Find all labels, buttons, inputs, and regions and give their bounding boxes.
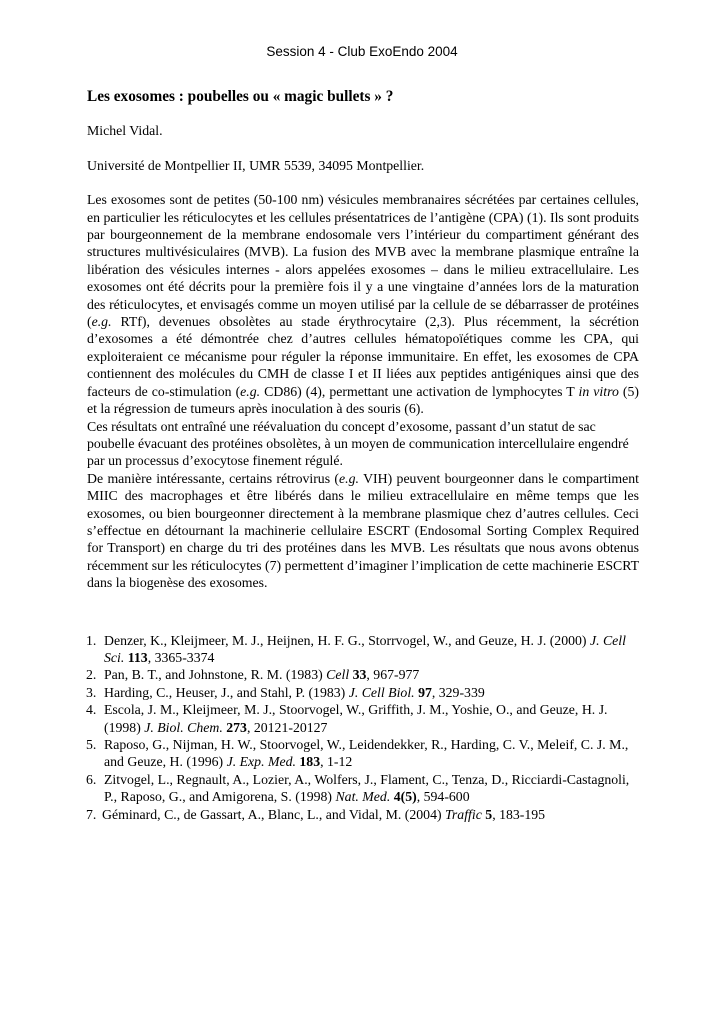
reference-item [87,701,639,736]
p1-in-vitro: in vitro [578,383,619,399]
reference-journal: Nat. Med. [335,789,391,805]
reference-pages: , 594-600 [416,789,470,805]
abstract-paragraph-2: Ces résultats ont entraîné une réévaluation du concept d’exosome, passant d’un statut de sac poubelle évacuant des protéines obsolètes, à un moyen de communication intercellulaire engendré par un processus d’exocytose finement régulé. [87,418,629,469]
reference-pages: , 967-977 [366,667,420,683]
reference-number: 7. [86,806,97,822]
reference-authors: Escola, J. M., Kleijmeer, M. J., Stoorvogel, W., Griffith, J. M., Yoshie, O., and Geuze, H. J. (1998) [104,702,608,735]
reference-item [87,736,639,771]
document-body [87,88,639,823]
reference-item [87,666,639,683]
reference-journal: Cell [326,667,350,683]
reference-number: 4. [86,702,97,718]
reference-volume: 113 [127,649,148,665]
reference-volume: 4(5) [393,789,417,805]
p1-text-2: RTf), devenues obsolètes au stade érythrocytaire (2,3). Plus récemment, la sécrétion d’exosomes a été démontrée chez d’autres cellules hématopoïétiques comme les CPA, qui exploiteraient ce mécanisme pour réguler la réponse immunitaire. En effet, les exosomes de CPA contiennent des molécules du CMH de classe I et II liées aux peptides antigéniques ainsi que des facteurs de co-stimulation ( [87,314,639,399]
p1-eg-1: e.g. [91,314,112,330]
reference-authors: Raposo, G., Nijman, H. W., Stoorvogel, W., Leidendekker, R., Harding, C. V., Meleif, C. J. M., and Geuze, H. (1996) [104,737,629,770]
reference-item [87,632,639,667]
reference-authors: Zitvogel, L., Regnault, A., Lozier, A., Wolfers, J., Flament, C., Tenza, D., Ricciardi-Castagnoli, P., Raposo, G., and Amigorena, S. (1998) [104,771,630,805]
reference-item [87,771,639,806]
abstract-paragraph-3 [87,470,639,592]
reference-volume: 273 [226,719,247,735]
reference-pages: , 1-12 [320,754,353,770]
reference-journal: J. Cell Sci. [104,632,626,665]
reference-volume: 183 [299,754,321,770]
reference-pages: , 183-195 [492,806,546,822]
p3-text-2: VIH) peuvent bourgeonner dans le compartiment MIIC des macrophages et être libérés dans le milieu extracellulaire en même temps que les exosomes, ou bien bourgeonner directement à la membrane plasmique chez d’autres cellules. Ceci s’effectue en détournant la machinerie cellulaire ESCRT (Endosomal Sorting Complex Required for Transport) en charge du tri des protéines dans les MVB. Les résultats que nous avons obtenus récemment sur les réticulocytes (7) permettent d’imaginer l’implication de cette machinerie ESCRT dans la biogenèse des exosomes. [87,470,639,591]
reference-number: 6. [86,771,97,787]
reference-number: 3. [86,684,97,700]
p1-text-4: (5) et la régression de tumeurs après inoculation à des souris (6). [87,383,639,417]
reference-authors: Denzer, K., Kleijmeer, M. J., Heijnen, H. F. G., Storrvogel, W., and Geuze, H. J. (2000) [104,632,590,648]
reference-journal: J. Exp. Med. [226,754,296,770]
reference-authors: Harding, C., Heuser, J., and Stahl, P. (1983) [104,684,349,700]
document-title: Les exosomes : poubelles ou « magic bullets » ? [87,88,394,105]
reference-pages: , 329-339 [431,684,485,700]
p1-eg-2: e.g. [240,383,261,399]
p1-text-3: CD86) (4), permettant une activation de lymphocytes T [260,383,579,399]
reference-journal: J. Cell Biol. [348,684,415,700]
author-name: Michel Vidal. [87,123,163,139]
p3-text-1: De manière intéressante, certains rétrovirus ( [87,470,340,486]
reference-authors: Géminard, C., de Gassart, A., Blanc, L., and Vidal, M. (2004) [102,806,446,822]
reference-journal: J. Biol. Chem. [144,719,223,735]
reference-item [87,806,639,823]
p3-eg: e.g. [339,470,359,486]
abstract-paragraph-1 [87,191,639,417]
reference-list [87,632,639,823]
author-affiliation: Université de Montpellier II, UMR 5539, 34095 Montpellier. [87,157,425,173]
reference-pages: , 3365-3374 [147,649,215,665]
reference-item [87,684,639,701]
reference-number: 5. [86,737,97,752]
session-header: Session 4 - Club ExoEndo 2004 [266,44,458,59]
reference-pages: , 20121-20127 [246,719,328,735]
reference-volume: 33 [352,667,367,683]
reference-number: 1. [86,632,97,648]
reference-volume: 97 [418,684,432,700]
reference-volume: 5 [485,806,493,822]
reference-authors: Pan, B. T., and Johnstone, R. M. (1983) [104,667,327,683]
reference-journal: Traffic [445,806,482,822]
p1-text-1: Les exosomes sont de petites (50-100 nm) vésicules membranaires sécrétées par certaines cellules, en particulier les réticulocytes et les cellules présentatrices de l’antigène (CPA) (1). Ils sont produits par bourgeonnement de la membrane endosomale vers l’intérieur du compartiment générant des structures multivésiculaires (MVB). La fusion des MVB avec la membrane plasmique entraîne la libération des vésicules internes - alors appelées exosomes – dans le milieu extracellulaire. Les exosomes ont été décrits pour la première fois il y a une vingtaine d’années lors de la maturation des réticulocytes, et envisagés comme un moyen utilisé par la cellule de se débarrasser de protéines ( [87,192,639,330]
reference-number: 2. [86,667,97,683]
